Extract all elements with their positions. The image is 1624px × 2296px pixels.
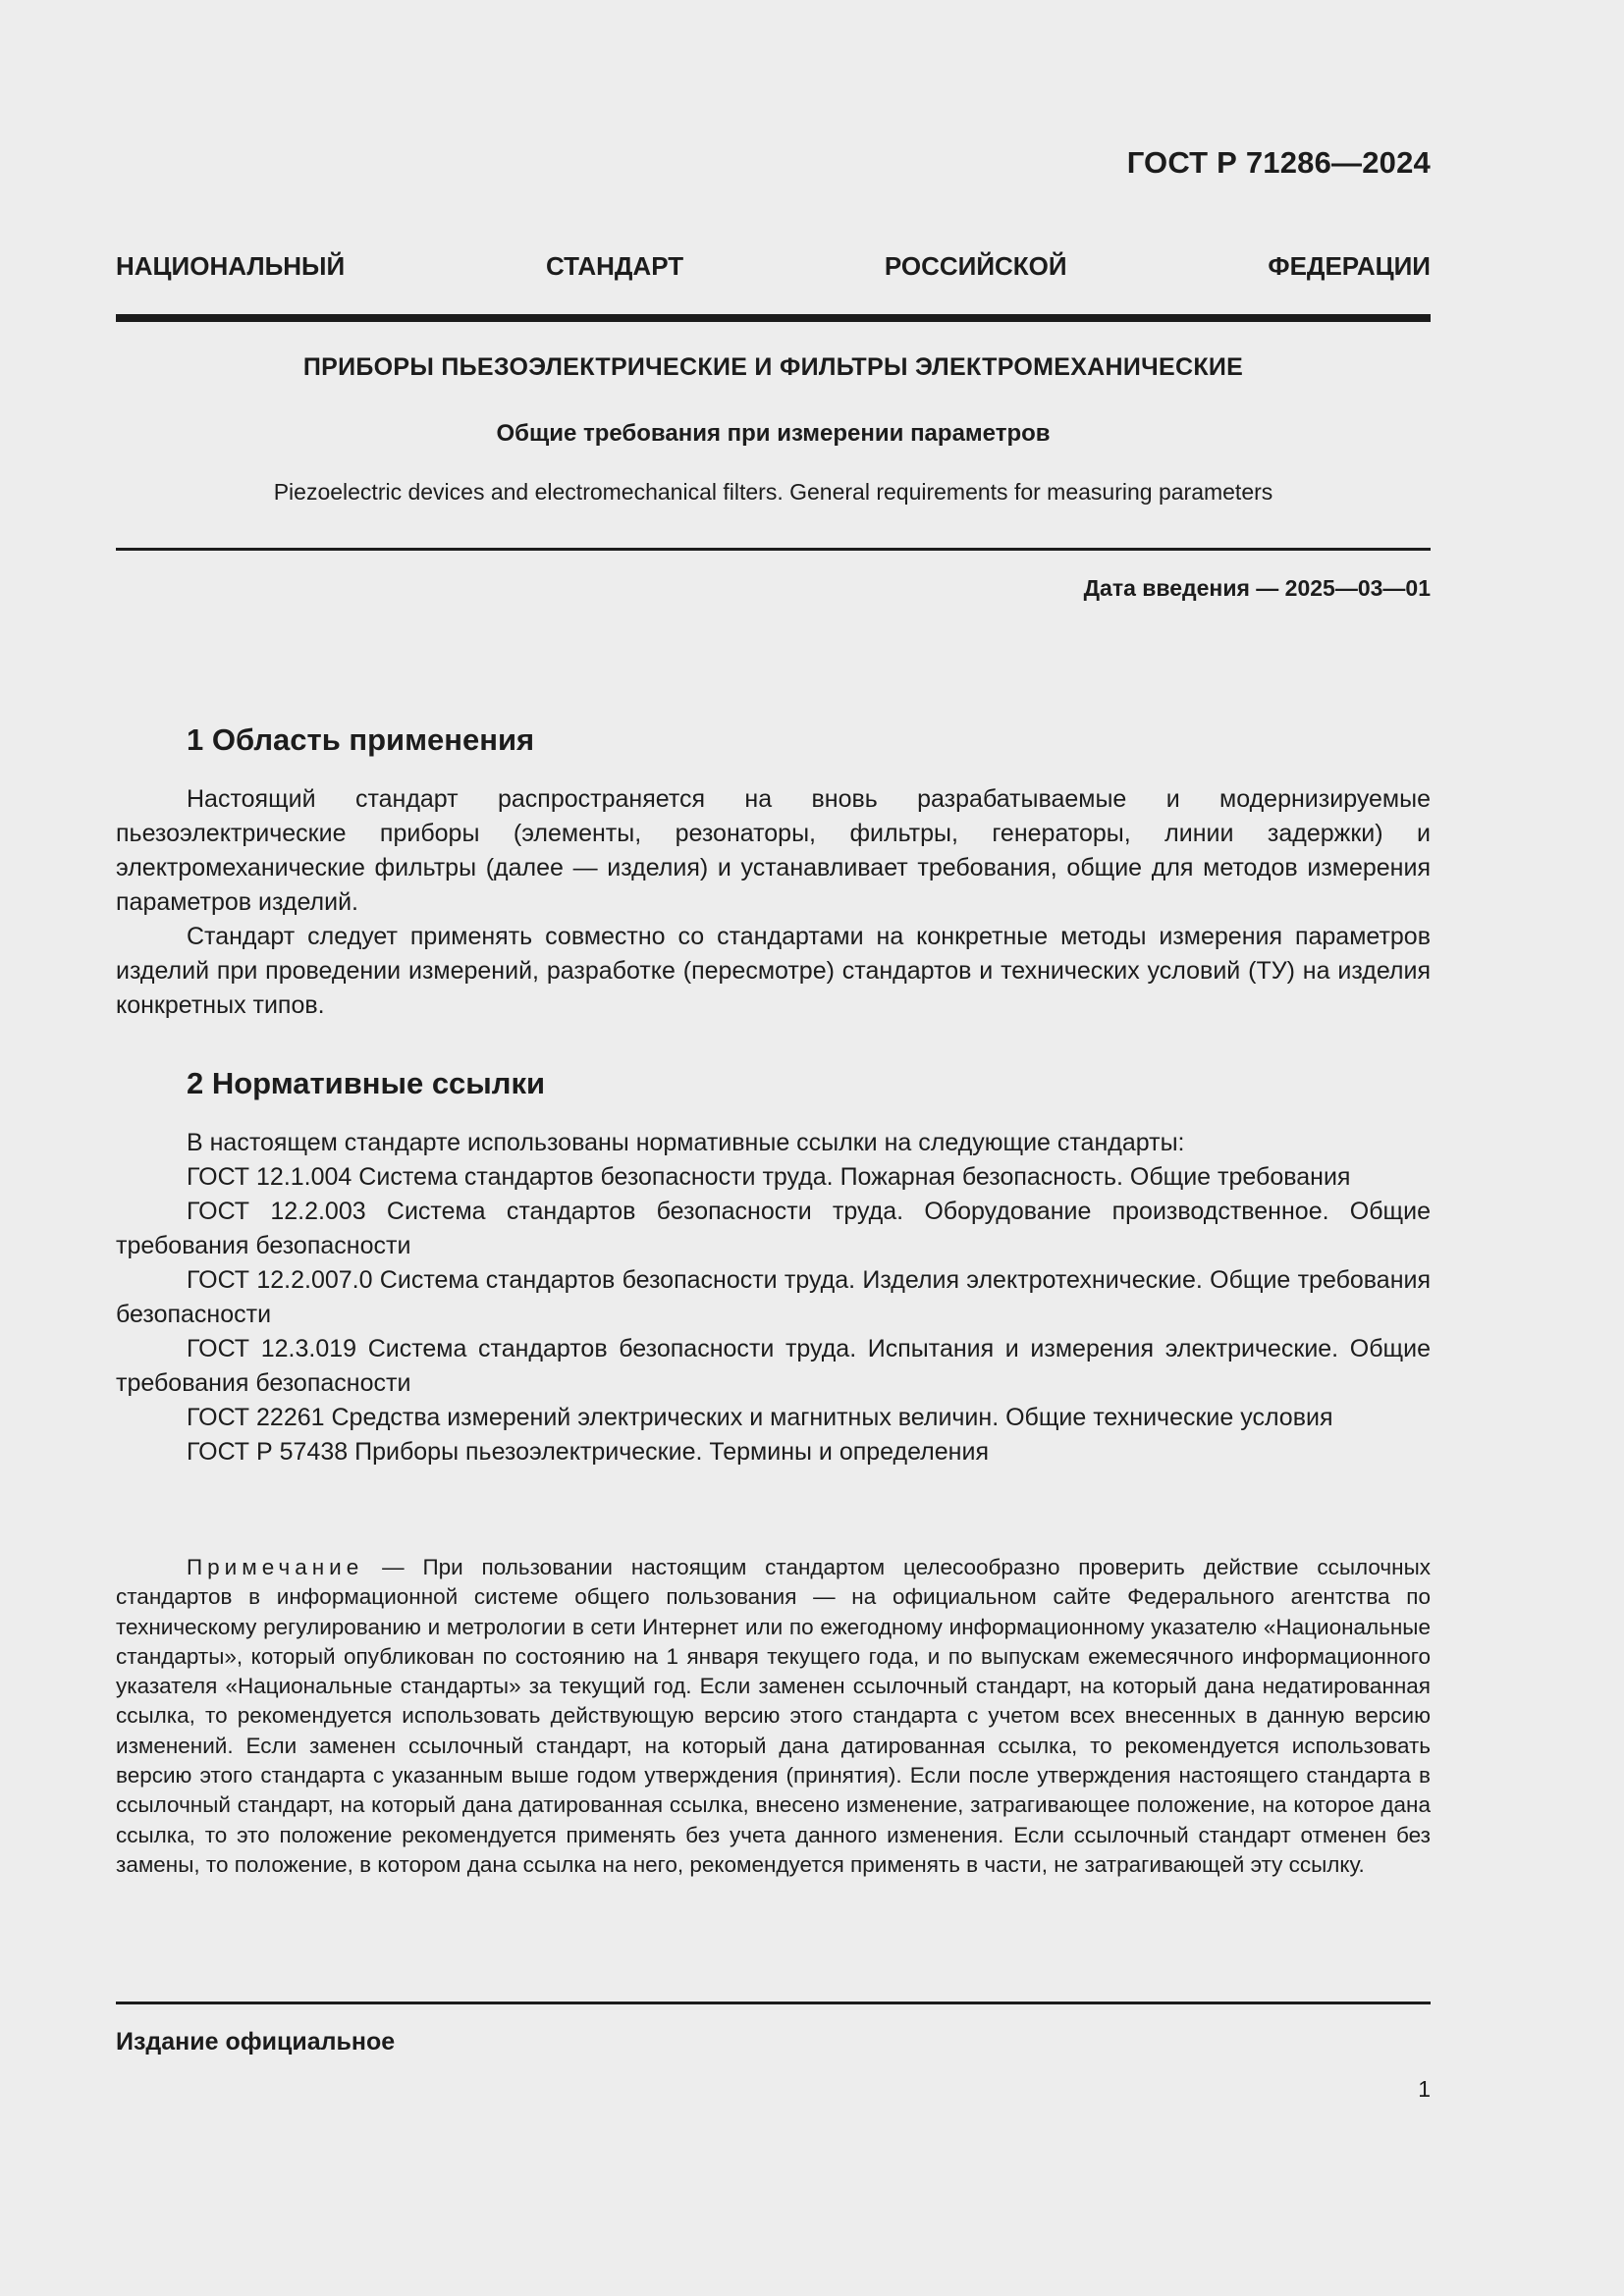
reference-item bbox=[116, 1263, 1431, 1332]
reference-title: Система стандартов безопасности труда. Пожарная безопасность. Общие требования bbox=[358, 1163, 1351, 1191]
document-subtitle: Общие требования при измерении параметров bbox=[496, 420, 1051, 447]
reference-code: ГОСТ Р 57438 bbox=[187, 1438, 349, 1466]
note-label: Примечание bbox=[187, 1555, 364, 1579]
reference-code: ГОСТ 12.2.003 bbox=[187, 1198, 366, 1225]
reference-title: Система стандартов безопасности труда. Изделия электротехнические. Общие требования безопасности bbox=[116, 1266, 1432, 1328]
reference-item bbox=[116, 1160, 1431, 1195]
reference-note bbox=[116, 1553, 1431, 1880]
reference-code: ГОСТ 12.3.019 bbox=[187, 1335, 357, 1362]
reference-item bbox=[116, 1332, 1431, 1401]
introduction-date: Дата введения — 2025—03—01 bbox=[1083, 575, 1431, 601]
section-2-heading: 2 Нормативные ссылки bbox=[187, 1066, 546, 1100]
section-1-paragraph: Настоящий стандарт распространяется на вновь разрабатываемые и модернизируемые пьезоэлектрические приборы (элементы, резонаторы, фильтры, генераторы, линии задержки) и электромеханические фильтры (далее — изделия) и устанавливает требования, общие для методов измерения параметров изделий. bbox=[116, 785, 1431, 916]
reference-code: ГОСТ 22261 bbox=[187, 1404, 325, 1431]
official-edition-label: Издание официальное bbox=[116, 2028, 396, 2056]
footer-divider bbox=[116, 2002, 1431, 2004]
section-2-intro: В настоящем стандарте использованы нормативные ссылки на следующие стандарты: bbox=[187, 1129, 1185, 1156]
national-standard-banner: НАЦИОНАЛЬНЫЙ СТАНДАРТ РОССИЙСКОЙ ФЕДЕРАЦИИ bbox=[116, 251, 1431, 281]
section-1-paragraph: Стандарт следует применять совместно со стандартами на конкретные методы измерения параметров изделий при проведении измерений, разработке (пересмотре) стандартов и технических условий (ТУ) на изделия конкретных типов. bbox=[116, 923, 1431, 1019]
reference-item bbox=[116, 1401, 1431, 1435]
document-id: ГОСТ Р 71286—2024 bbox=[1126, 145, 1431, 180]
normative-references-list bbox=[116, 1160, 1431, 1469]
note-text: — При пользовании настоящим стандартом целесообразно проверить действие ссылочных стандартов в информационной системе общего пользования — на официальном сайте Федерального агентства по техническому регулированию и метрологии в сети Интернет или по ежегодному информационному указателю «Национальные стандарты», который опубликован по состоянию на 1 января текущего года, и по выпускам ежемесячного информационного указателя «Национальные стандарты» за текущий год. Если заменен ссылочный стандарт, на который дана недатированная ссылка, то рекомендуется использовать действующую версию этого стандарта с учетом всех внесенных в данную версию изменений. Если заменен ссылочный стандарт, на который дана датированная ссылка, то рекомендуется использовать версию этого стандарта с указанным выше годом утверждения (принятия). Если после утверждения настоящего стандарта в ссылочный стандарт, на который дана датированная ссылка, внесено изменение, затрагивающее положение, на которое дана ссылка, то это положение рекомендуется применять без учета данного изменения. Если ссылочный стандарт отменен без замены, то положение, в котором дана ссылка на него, рекомендуется применять в части, не затрагивающей эту ссылку. bbox=[116, 1555, 1431, 1877]
section-1-heading: 1 Область применения bbox=[187, 722, 535, 757]
reference-title: Система стандартов безопасности труда. Испытания и измерения электрические. Общие требования безопасности bbox=[116, 1335, 1431, 1397]
reference-title: Система стандартов безопасности труда. Оборудование производственное. Общие требования безопасности bbox=[116, 1198, 1431, 1259]
document-page bbox=[116, 0, 1431, 2296]
reference-title: Приборы пьезоэлектрические. Термины и определения bbox=[354, 1438, 989, 1466]
document-title-english: Piezoelectric devices and electromechanical filters. General requirements for measuring parameters bbox=[273, 479, 1273, 505]
document-title: ПРИБОРЫ ПЬЕЗОЭЛЕКТРИЧЕСКИЕ И ФИЛЬТРЫ ЭЛЕКТРОМЕХАНИЧЕСКИЕ bbox=[302, 353, 1244, 381]
page-number: 1 bbox=[1418, 2076, 1431, 2102]
reference-item bbox=[116, 1435, 1431, 1469]
title-divider bbox=[116, 548, 1431, 551]
reference-code: ГОСТ 12.1.004 bbox=[187, 1163, 352, 1191]
reference-title: Средства измерений электрических и магнитных величин. Общие технические условия bbox=[331, 1404, 1333, 1431]
reference-code: ГОСТ 12.2.007.0 bbox=[187, 1266, 373, 1294]
header-divider bbox=[116, 314, 1431, 322]
reference-item bbox=[116, 1195, 1431, 1263]
